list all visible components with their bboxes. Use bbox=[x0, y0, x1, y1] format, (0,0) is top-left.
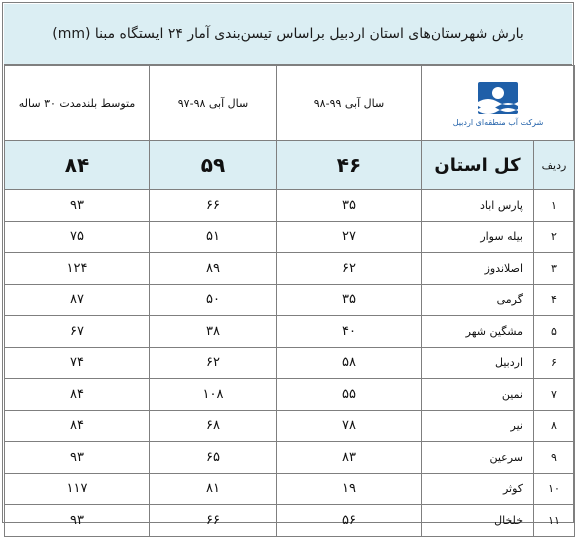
value-year-1: ۶۲ bbox=[277, 253, 422, 285]
value-year-2: ۵۱ bbox=[150, 221, 277, 253]
value-year-2: ۶۵ bbox=[150, 442, 277, 474]
logo-text: شرکت آب منطقه‌ای اردبیل bbox=[452, 117, 544, 127]
table-row bbox=[5, 473, 575, 505]
row-number: ۷ bbox=[534, 379, 575, 411]
county-name: اردبیل bbox=[422, 347, 534, 379]
county-name: اصلاندوز bbox=[422, 253, 534, 285]
table-row bbox=[5, 410, 575, 442]
row-number: ۶ bbox=[534, 347, 575, 379]
value-long-term: ۹۳ bbox=[5, 505, 150, 537]
precipitation-table bbox=[4, 65, 575, 537]
value-year-1: ۸۳ bbox=[277, 442, 422, 474]
precipitation-table-frame bbox=[2, 2, 574, 528]
value-year-2: ۶۶ bbox=[150, 190, 277, 222]
value-year-2: ۸۹ bbox=[150, 253, 277, 285]
value-year-2: ۳۸ bbox=[150, 316, 277, 348]
county-name: سرعین bbox=[422, 442, 534, 474]
value-year-1: ۴۰ bbox=[277, 316, 422, 348]
row-number: ۱۱ bbox=[534, 505, 575, 537]
value-year-1: ۷۸ bbox=[277, 410, 422, 442]
row-number: ۱ bbox=[534, 190, 575, 222]
table-row bbox=[5, 221, 575, 253]
value-long-term: ۸۷ bbox=[5, 284, 150, 316]
row-number: ۵ bbox=[534, 316, 575, 348]
row-number: ۹ bbox=[534, 442, 575, 474]
value-year-1: ۵۸ bbox=[277, 347, 422, 379]
total-long-term: ۸۴ bbox=[5, 141, 150, 190]
county-name: خلخال bbox=[422, 505, 534, 537]
value-long-term: ۸۴ bbox=[5, 410, 150, 442]
header-long-term: متوسط بلندمدت ۳۰ ساله bbox=[5, 66, 150, 141]
value-long-term: ۹۳ bbox=[5, 442, 150, 474]
value-long-term: ۸۴ bbox=[5, 379, 150, 411]
row-number: ۴ bbox=[534, 284, 575, 316]
row-number: ۲ bbox=[534, 221, 575, 253]
value-year-2: ۶۲ bbox=[150, 347, 277, 379]
value-long-term: ۱۲۴ bbox=[5, 253, 150, 285]
water-company-logo-icon bbox=[476, 80, 520, 116]
value-year-2: ۱۰۸ bbox=[150, 379, 277, 411]
value-long-term: ۷۴ bbox=[5, 347, 150, 379]
company-logo bbox=[422, 80, 574, 127]
row-number: ۱۰ bbox=[534, 473, 575, 505]
county-name: نیر bbox=[422, 410, 534, 442]
value-long-term: ۶۷ bbox=[5, 316, 150, 348]
total-year-2: ۵۹ bbox=[150, 141, 277, 190]
total-row bbox=[5, 141, 575, 190]
table-row bbox=[5, 316, 575, 348]
value-year-1: ۲۷ bbox=[277, 221, 422, 253]
value-year-2: ۶۸ bbox=[150, 410, 277, 442]
county-name: مشگین شهر bbox=[422, 316, 534, 348]
county-name: گرمی bbox=[422, 284, 534, 316]
table-title: بارش شهرستان‌های استان اردبیل براساس تیسن‌بندی آمار ۲۴ ایستگاه مبنا (mm) bbox=[4, 4, 572, 65]
value-year-2: ۸۱ bbox=[150, 473, 277, 505]
header-row bbox=[5, 66, 575, 141]
value-year-2: ۵۰ bbox=[150, 284, 277, 316]
value-year-1: ۵۵ bbox=[277, 379, 422, 411]
value-long-term: ۷۵ bbox=[5, 221, 150, 253]
value-year-1: ۵۶ bbox=[277, 505, 422, 537]
total-label: کل استان bbox=[422, 141, 534, 190]
logo-cell bbox=[422, 66, 575, 141]
table-row bbox=[5, 505, 575, 537]
county-name: پارس اباد bbox=[422, 190, 534, 222]
table-row bbox=[5, 347, 575, 379]
table-row bbox=[5, 442, 575, 474]
county-name: نمین bbox=[422, 379, 534, 411]
county-name: کوثر bbox=[422, 473, 534, 505]
row-number: ۸ bbox=[534, 410, 575, 442]
value-long-term: ۹۳ bbox=[5, 190, 150, 222]
county-name: بیله سوار bbox=[422, 221, 534, 253]
table-row bbox=[5, 253, 575, 285]
value-year-1: ۳۵ bbox=[277, 284, 422, 316]
total-year-1: ۴۶ bbox=[277, 141, 422, 190]
table-row bbox=[5, 190, 575, 222]
header-row-no: ردیف bbox=[534, 141, 575, 190]
data-grid bbox=[4, 65, 574, 537]
row-number: ۳ bbox=[534, 253, 575, 285]
rows-body bbox=[5, 190, 575, 537]
table-row bbox=[5, 284, 575, 316]
value-year-1: ۱۹ bbox=[277, 473, 422, 505]
value-year-1: ۳۵ bbox=[277, 190, 422, 222]
value-long-term: ۱۱۷ bbox=[5, 473, 150, 505]
header-year-2: سال آبی ۹۸-۹۷ bbox=[150, 66, 277, 141]
value-year-2: ۶۶ bbox=[150, 505, 277, 537]
header-year-1: سال آبی ۹۹-۹۸ bbox=[277, 66, 422, 141]
table-row bbox=[5, 379, 575, 411]
